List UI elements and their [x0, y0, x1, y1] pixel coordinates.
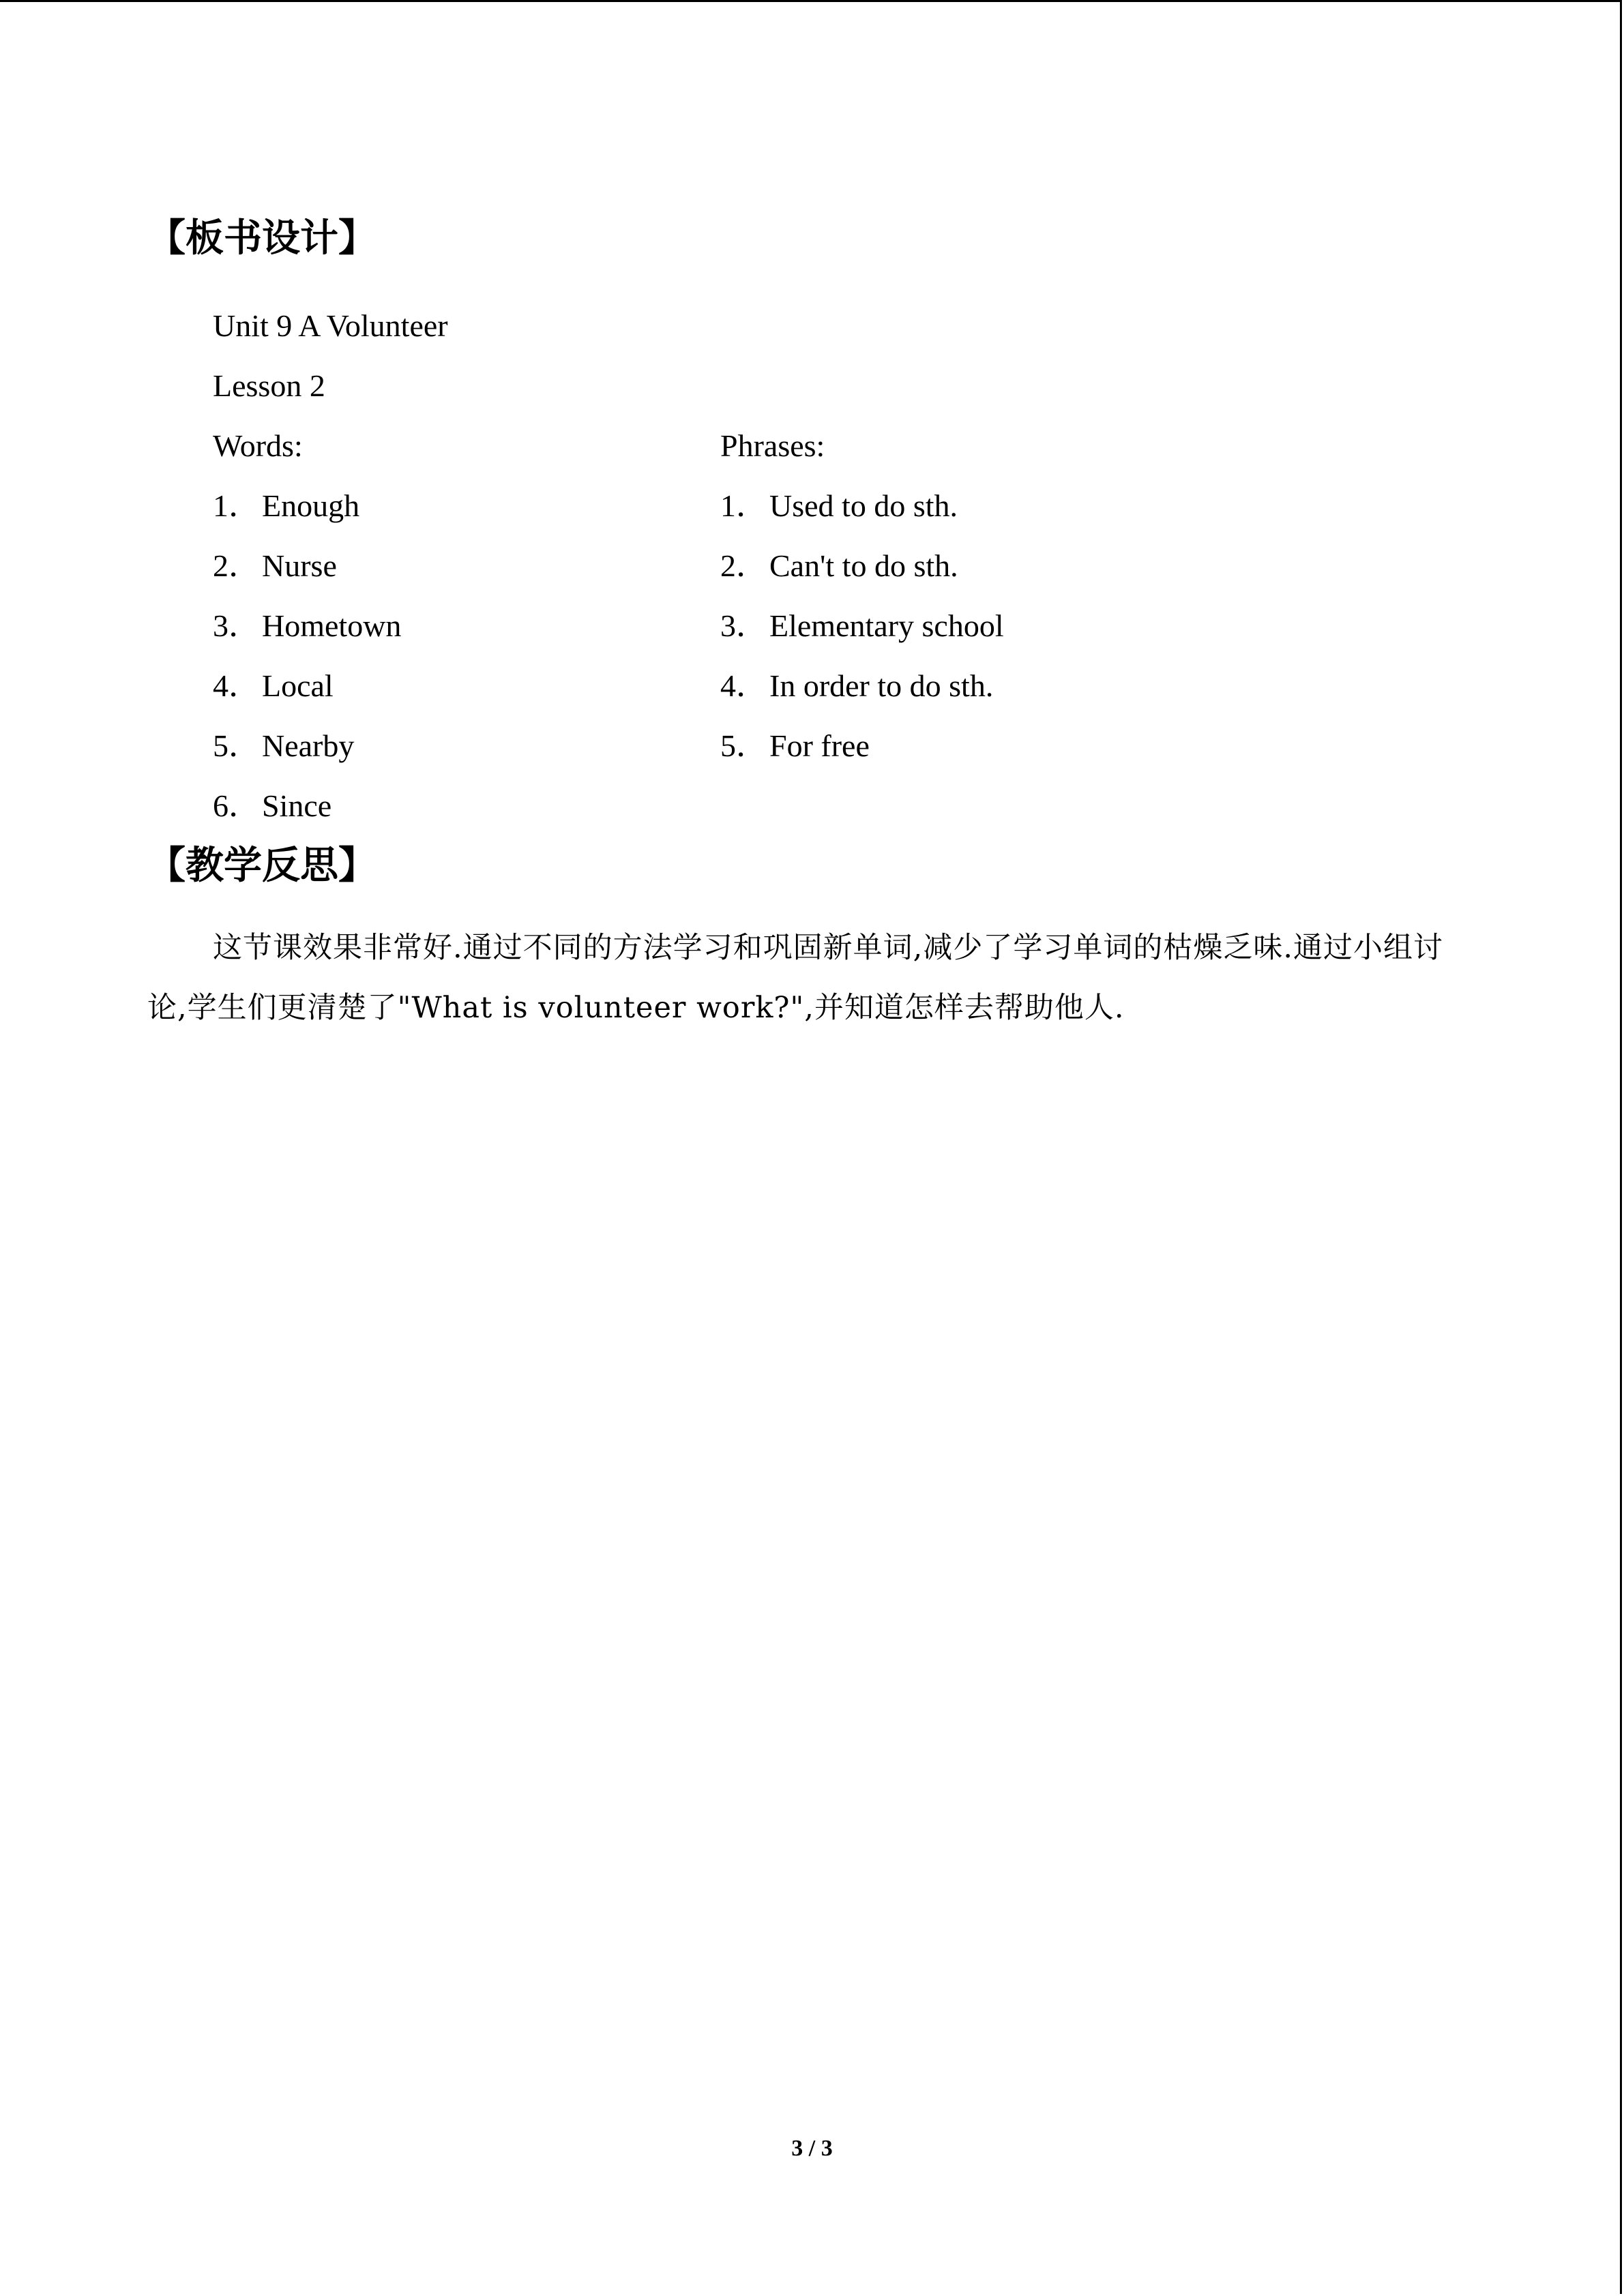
word-item: 2．Nurse: [213, 548, 337, 583]
word-item: 3．Hometown: [213, 608, 402, 643]
board-design-heading: 【板书设计】: [147, 216, 377, 260]
phrase-item: 1．Used to do sth.: [720, 488, 958, 523]
page-number: 3 / 3: [791, 2136, 833, 2161]
reflection-paragraph: 这节课效果非常好.通过不同的方法学习和巩固新单词,减少了学习单词的枯燥乏味.通过小组讨论,学生们更清楚了"What is volunteer work?",并知道怎样去帮助他人.: [147, 931, 1444, 1025]
lesson-label: Lesson 2: [213, 368, 325, 403]
word-item: 1．Enough: [213, 488, 360, 523]
phrase-item: 3．Elementary school: [720, 608, 1004, 643]
words-label: Words:: [213, 428, 303, 463]
reflection-heading: 【教学反思】: [147, 844, 377, 888]
phrase-item: 4．In order to do sth.: [720, 668, 994, 703]
phrase-item: 5．For free: [720, 728, 870, 763]
phrase-item: 2．Can't to do sth.: [720, 548, 958, 583]
word-item: 4．Local: [213, 668, 334, 703]
phrases-label: Phrases:: [720, 428, 825, 463]
unit-title: Unit 9 A Volunteer: [213, 308, 448, 343]
word-item: 6．Since: [213, 788, 332, 823]
word-item: 5．Nearby: [213, 728, 355, 763]
